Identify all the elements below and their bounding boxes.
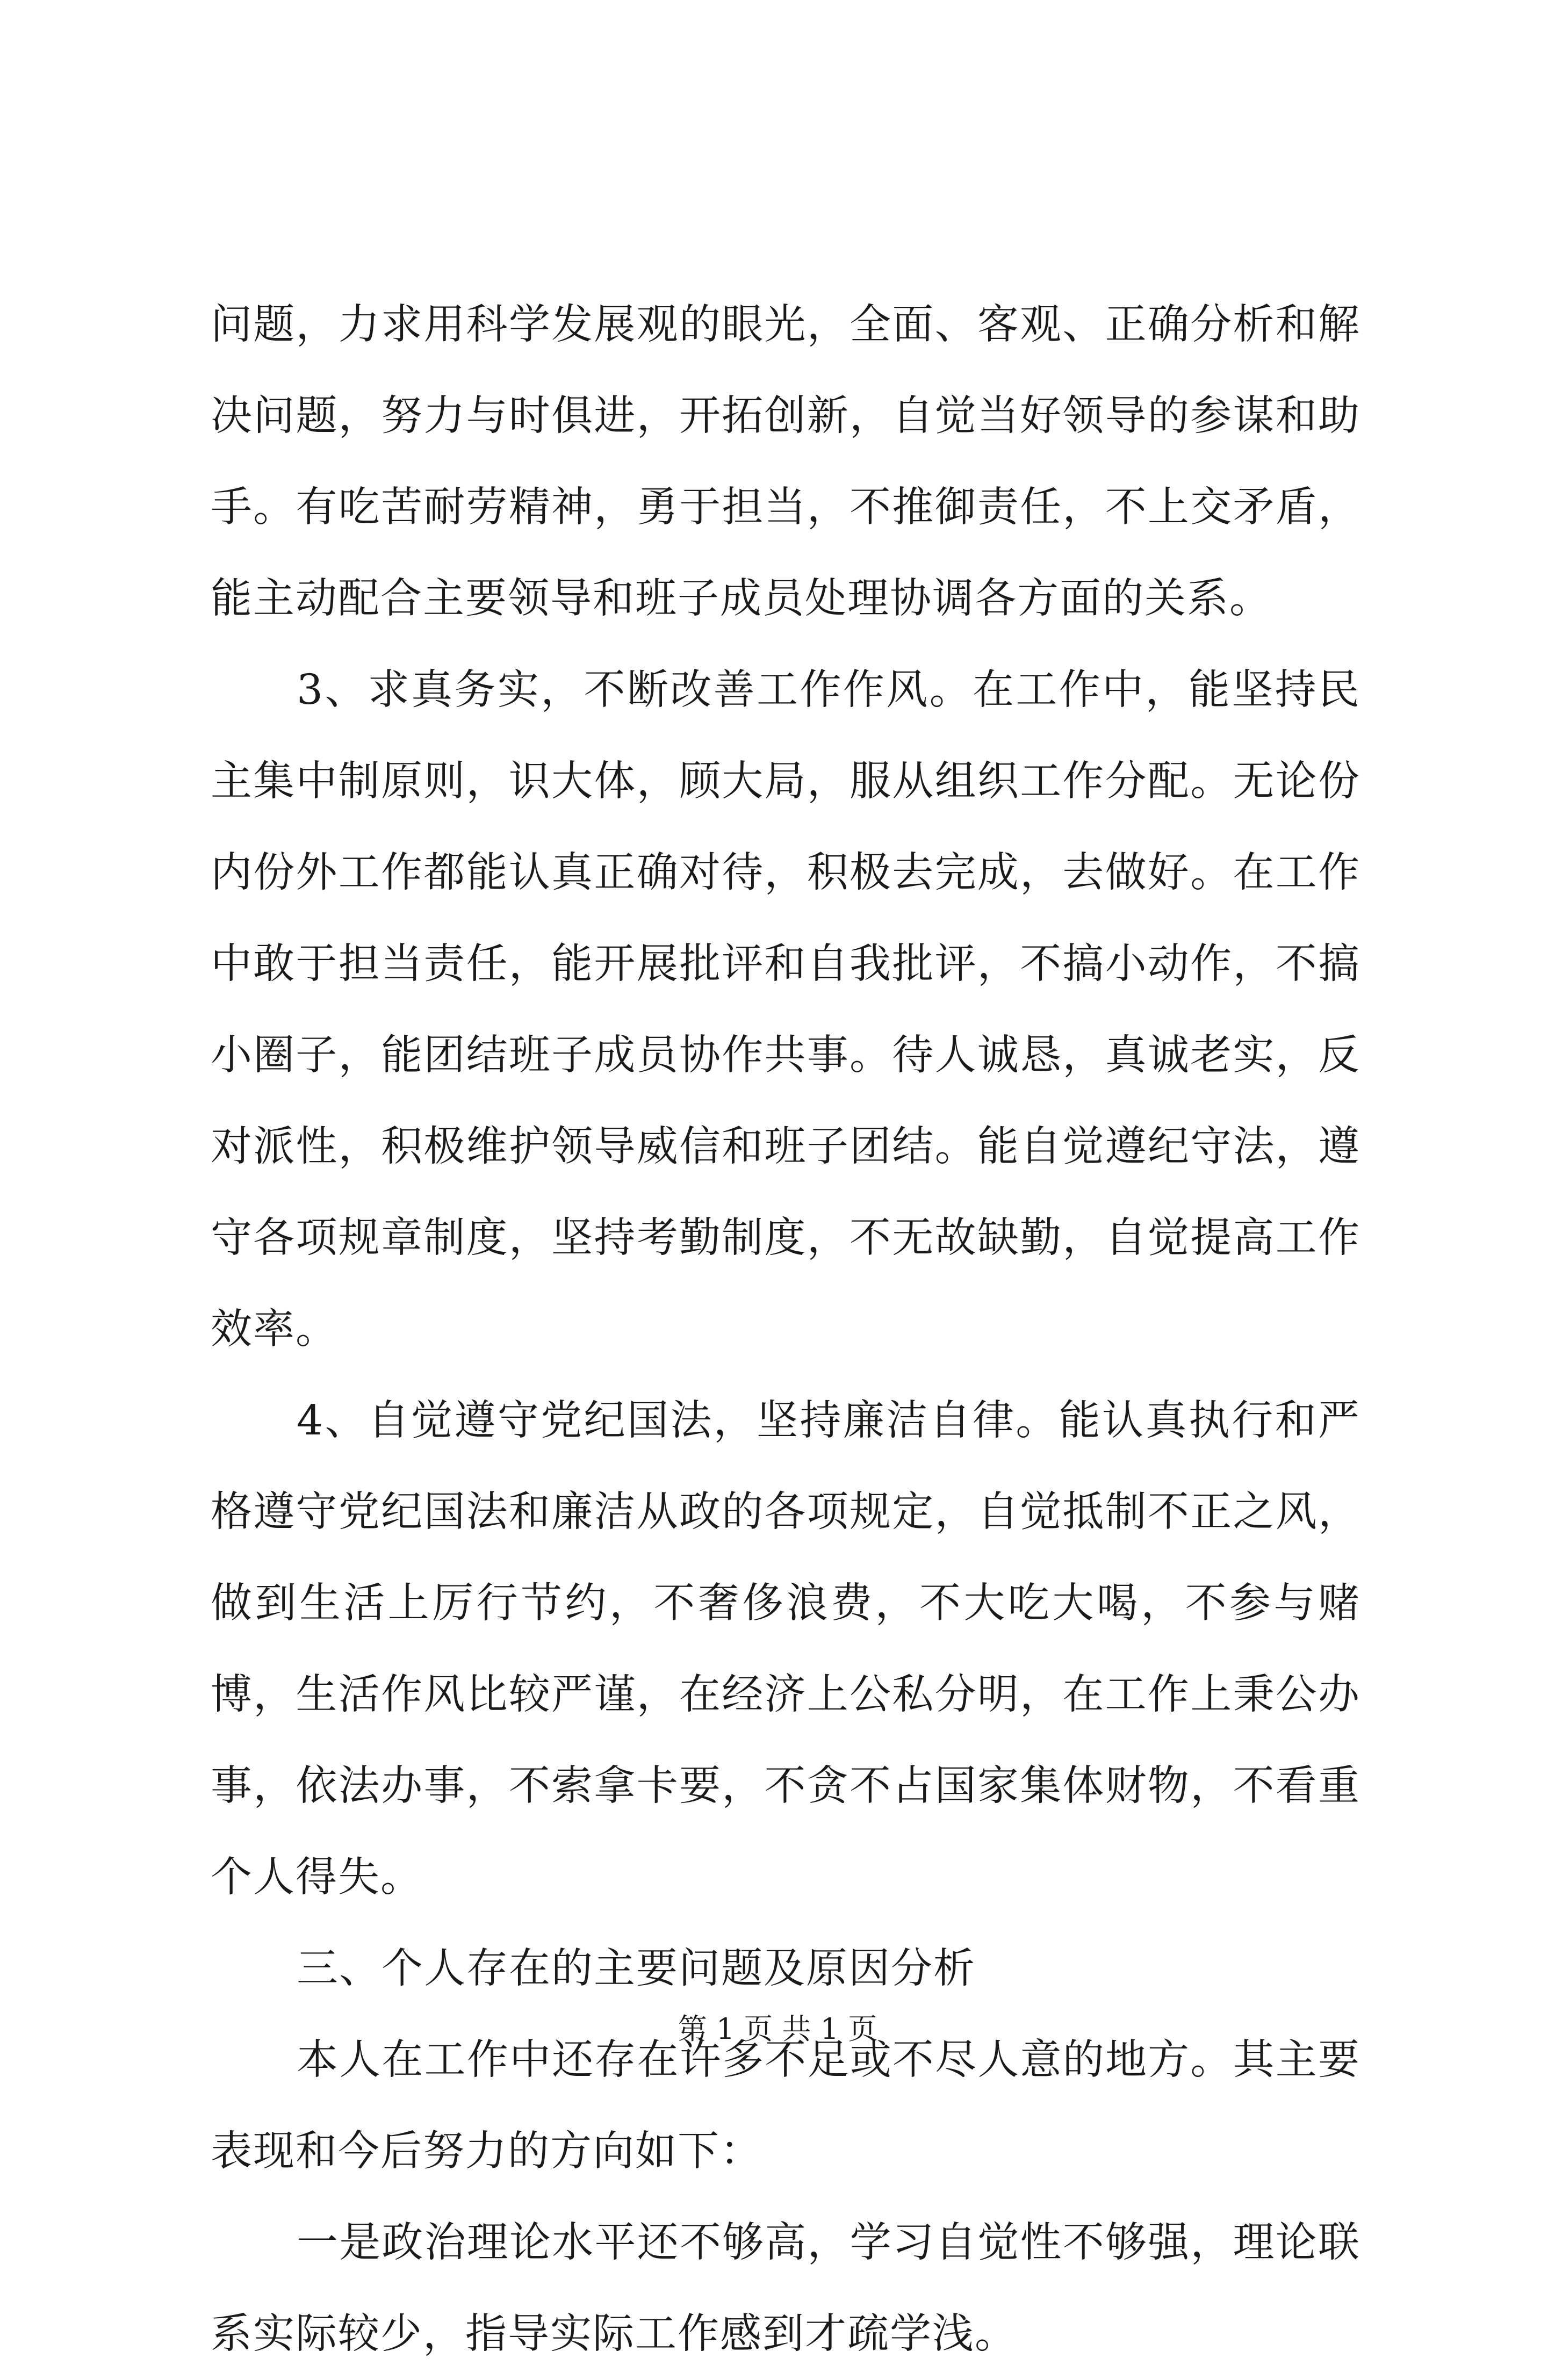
page-footer: 第 1 页 共 1 页: [678, 2012, 877, 2046]
paragraph-item-4: 4、自觉遵守党纪国法，坚持廉洁自律。能认真执行和严格遵守党纪国法和廉洁从政的各项规定，自觉抵制不正之风，做到生活上厉行节约，不奢侈浪费，不大吃大喝，不参与赌博，生活作风比较严谨，在经济上公私分明，在工作上秉公办事，依法办事，不索拿卡要，不贪不占国家集体财物，不看重个人得失。: [211, 1397, 1360, 1901]
paragraph-continuation: 问题，力求用科学发展观的眼光，全面、客观、正确分析和解决问题，努力与时俱进，开拓创新，自觉当好领导的参谋和助手。有吃苦耐劳精神，勇于担当，不推御责任，不上交矛盾，能主动配合主要领导和班子成员处理协调各方面的关系。: [211, 301, 1360, 623]
paragraph-item-3: 3、求真务实，不断改善工作作风。在工作中，能坚持民主集中制原则，识大体，顾大局，服从组织工作分配。无论份内份外工作都能认真正确对待，积极去完成，去做好。在工作中敢于担当责任，能开展批评和自我批评，不搞小动作，不搞小圈子，能团结班子成员协作共事。待人诚恳，真诚老实，反对派性，积极维护领导威信和班子团结。能自觉遵纪守法，遵守各项规章制度，坚持考勤制度，不无故缺勤，自觉提高工作效率。: [211, 666, 1360, 1353]
paragraph-intro: 本人在工作中还存在许多不足或不尽人意的地方。其主要表现和今后努力的方向如下：: [211, 2036, 1360, 2175]
paragraph-point-1: 一是政治理论水平还不够高，学习自觉性不够强，理论联系实际较少，指导实际工作感到才疏学浅。: [211, 2219, 1360, 2358]
document-body: [211, 279, 1360, 2380]
section-heading: 三、个人存在的主要问题及原因分析: [297, 1945, 976, 1993]
